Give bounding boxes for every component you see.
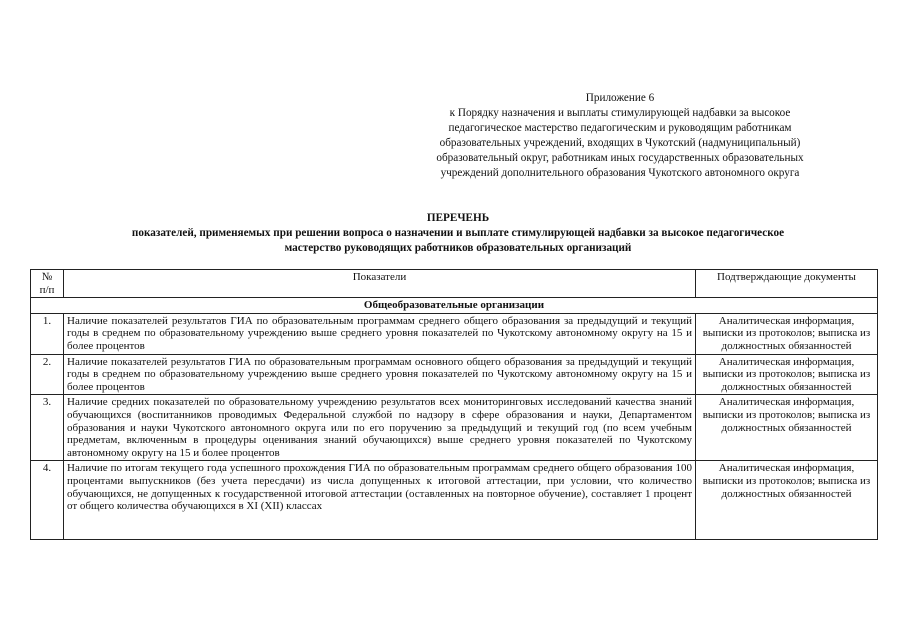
appendix-line: учреждений дополнительного образования Чукотского автономного округа — [440, 167, 800, 179]
heading-title: ПЕРЕЧЕНЬ — [426, 212, 490, 224]
indicators-table — [30, 269, 878, 540]
column-header-indicators: Показатели — [64, 270, 696, 298]
row-indicator: Наличие средних показателей по образовательному учреждению результатов всех мониторинговых исследований качества знаний обучающихся (воспитанников проводимых Федеральной службой по надзору в сфере образования и науки, Департаментом образования и науки Чукотского автономного округа или по его поручению за предыдущий и текущий год (по всем учебным предметам, включенным в процедуры оценивания знаний обучающихся) выше среднего уровня показателей по Чукотскому автономному округу на 15 и более процентов — [64, 395, 696, 461]
row-documents: Аналитическая информация, выписки из протоколов; выписка из должностных обязанностей — [696, 354, 878, 395]
row-number: 4. — [31, 461, 64, 540]
table-row — [31, 395, 878, 461]
row-documents: Аналитическая информация, выписки из протоколов; выписка из должностных обязанностей — [696, 395, 878, 461]
column-header-number — [31, 270, 64, 298]
section-row — [31, 298, 878, 314]
table-row — [31, 313, 878, 354]
appendix-line: к Порядку назначения и выплаты стимулирующей надбавки за высокое — [449, 107, 791, 119]
section-title: Общеобразовательные организации — [31, 298, 878, 314]
heading-subtitle-line: мастерство руководящих работников образовательных организаций — [284, 242, 632, 254]
row-number: 1. — [31, 313, 64, 354]
column-header-documents: Подтверждающие документы — [696, 270, 878, 298]
row-documents: Аналитическая информация, выписки из протоколов; выписка из должностных обязанностей — [696, 313, 878, 354]
table-row — [31, 461, 878, 540]
appendix-line: образовательных учреждений, входящих в Чукотский (надмуниципальный) — [439, 137, 801, 149]
row-indicator: Наличие показателей результатов ГИА по образовательным программам основного общего образования за предыдущий и текущий годы в среднем по образовательному учреждению выше среднего уровня показателей по Чукотскому автономному округу на 15 и более процентов — [64, 354, 696, 395]
row-indicator: Наличие по итогам текущего года успешного прохождения ГИА по образовательным программам среднего общего образования 100 процентами выпускников (без учета пересдачи) из числа допущенных к итоговой аттестации, при условии, что количество обучающихся, не допущенных к государственной итоговой аттестации (оставленных на повторное обучение), составляет 1 процент от общего количества обучающихся в XI (XII) классах — [64, 461, 696, 540]
row-number: 3. — [31, 395, 64, 461]
table-header-row — [31, 270, 878, 298]
document-heading — [40, 211, 876, 256]
header-num-abbrev: п/п — [39, 283, 55, 296]
heading-subtitle-line: показателей, применяемых при решении вопроса о назначении и выплате стимулирующей надбавки за высокое педагогическое — [131, 227, 785, 239]
appendix-block — [398, 91, 842, 181]
appendix-line: образовательный округ, работникам иных государственных образовательных — [436, 152, 804, 164]
appendix-line: педагогическое мастерство педагогическим и руководящим работникам — [448, 122, 792, 134]
appendix-line: Приложение 6 — [585, 92, 655, 104]
header-num-symbol: № — [41, 271, 53, 283]
table-row — [31, 354, 878, 395]
row-documents: Аналитическая информация, выписки из протоколов; выписка из должностных обязанностей — [696, 461, 878, 540]
row-number: 2. — [31, 354, 64, 395]
row-indicator: Наличие показателей результатов ГИА по образовательным программам среднего общего образования за предыдущий и текущий годы в среднем по образовательному учреждению выше среднего уровня показателей по Чукотскому автономному округу на 15 и более процентов — [64, 313, 696, 354]
